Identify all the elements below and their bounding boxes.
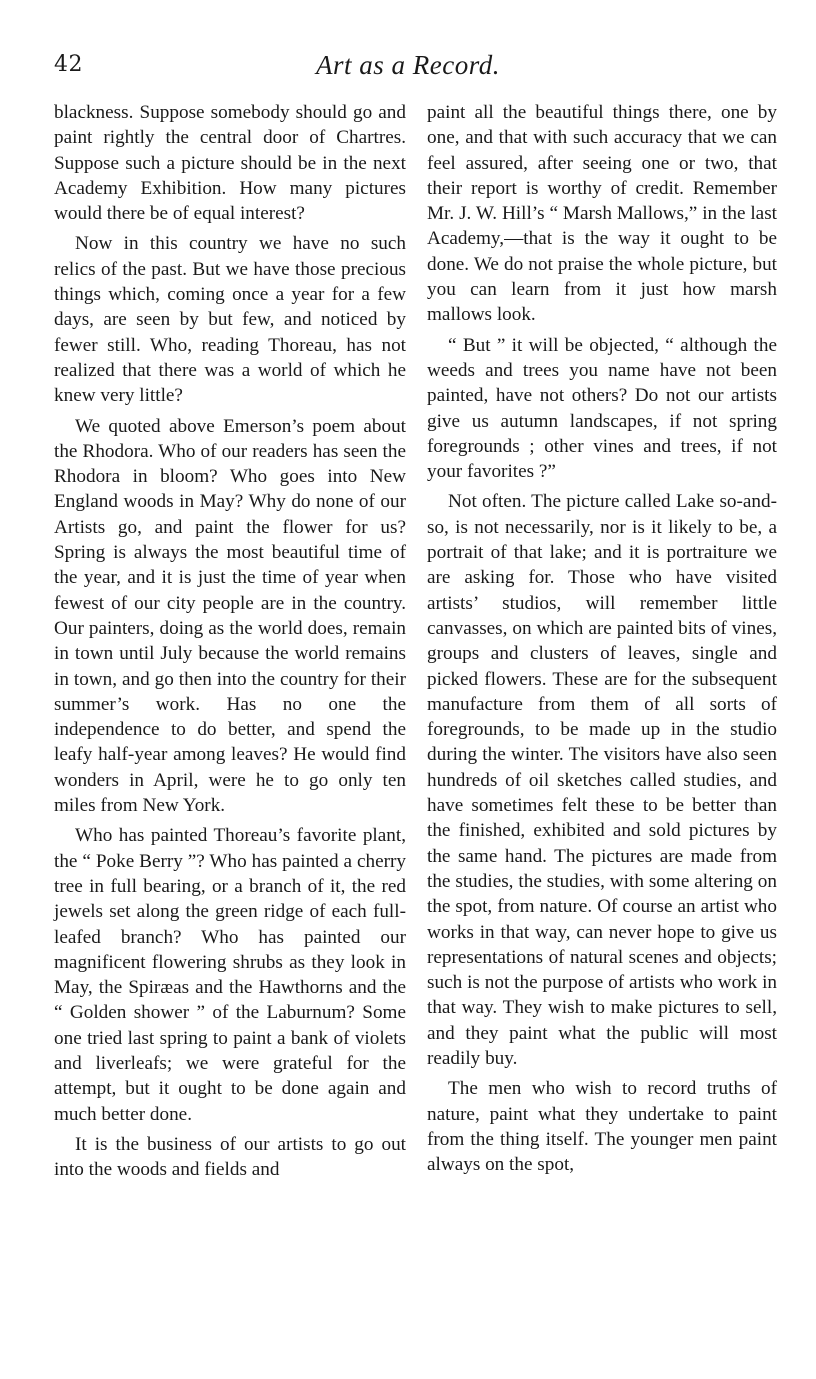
paragraph: Now in this country we have no such relics of the past. But we have those precious things which, coming once a year for a few days, are seen by but few, and noticed by fewer still. Who, reading Thoreau, has not realized that there was a world of which he knew very little? — [54, 233, 406, 407]
running-title: Art as a Record. — [316, 50, 500, 80]
page-number: 42 — [54, 52, 83, 77]
paragraph: We quoted above Emerson’s poem about the Rhodora. Who of our readers has seen the Rhodora in bloom? Who goes into New England woods in May? Why do none of our Artists go, and paint the flower for us? Spring is always the most beautiful time of the year, and it is just the time of year when fewest of our city people are in the country. Our painters, doing as the world does, remain in town until July because the world remains in town, and go then into the country for their summer’s work. Has no one the independence to do better, and spend the leafy half-year among leaves? He would find wonders in April, were he to go only ten miles from New York. — [54, 415, 406, 817]
paragraph: “ But ” it will be objected, “ although the weeds and trees you name have not been painted, have not others? Do not our artists give us autumn landscapes, if not spring foregrounds ; other vines and trees, if not your favorites ?” — [427, 334, 777, 483]
right-column — [427, 100, 777, 1182]
paragraph: The men who wish to record truths of nature, paint what they undertake to paint from the thing itself. The younger men paint always on the spot, — [427, 1078, 777, 1176]
paragraph: blackness. Suppose somebody should go and paint rightly the central door of Chartres. Suppose such a picture should be in the next Academy Exhibition. How many pictures would there be of equal interest? — [54, 102, 406, 225]
left-column — [54, 100, 406, 1187]
paragraph: Not often. The picture called Lake so-and-so, is not necessarily, nor is it likely to be, a portrait of that lake; and it is portraiture we are asking for. Those who have visited artists’ studios, will remember little canvasses, on which are painted bits of vines, groups and clusters of leaves, single and picked flowers. These are for the subsequent manufacture from them of all sorts of foregrounds, to be made up in the studio during the winter. The visitors have also seen hundreds of oil sketches called studies, and have sometimes felt these to be better than the finished, exhibited and sold pictures by the same hand. The pictures are made from the studies, the studies, with some altering on the spot, from nature. Of course an artist who works in that way, can never hope to give us representations of natural scenes and objects; such is not the purpose of artists who work in that way. They wish to make pictures to sell, and they paint what the public will most readily buy. — [427, 491, 777, 1069]
paragraph: Who has painted Thoreau’s favorite plant, the “ Poke Berry ”? Who has painted a cherry tree in full bearing, or a branch of it, the red jewels set along the green ridge of each full-leafed branch? Who has painted our magnificent flowering shrubs as they look in May, the Spiræas and the Hawthorns and the “ Golden shower ” of the Laburnum? Some one tried last spring to paint a bank of violets and liverleafs; we were grateful for the attempt, but it ought to be done again and much better done. — [54, 825, 406, 1125]
paragraph: paint all the beautiful things there, one by one, and that with such accuracy that we can feel assured, after seeing one or two, that their report is worthy of credit. Remember Mr. J. W. Hill’s “ Marsh Mallows,” in the last Academy,—that is the way it ought to be done. We do not praise the whole picture, but you can learn from it just how marsh mallows look. — [427, 102, 777, 326]
paragraph: It is the business of our artists to go out into the woods and fields and — [54, 1133, 406, 1181]
